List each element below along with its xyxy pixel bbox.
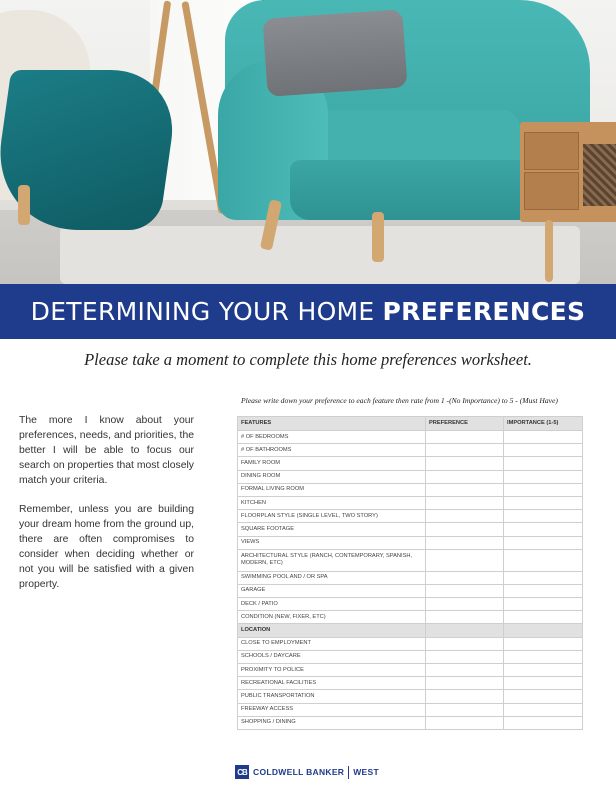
worksheet-row bbox=[238, 536, 583, 549]
side-table-drawer bbox=[524, 132, 579, 170]
feature-label: SCHOOLS / DAYCARE bbox=[238, 650, 426, 663]
importance-cell[interactable] bbox=[504, 444, 583, 457]
header-importance: IMPORTANCE (1-5) bbox=[504, 417, 583, 431]
logo-brand: COLDWELL BANKER bbox=[253, 767, 345, 777]
importance-cell[interactable] bbox=[504, 677, 583, 690]
preference-cell[interactable] bbox=[426, 536, 504, 549]
header-features: FEATURES bbox=[238, 417, 426, 431]
side-table-drawer bbox=[524, 172, 579, 210]
importance-cell[interactable] bbox=[504, 457, 583, 470]
importance-cell[interactable] bbox=[504, 496, 583, 509]
preference-cell[interactable] bbox=[426, 470, 504, 483]
logo-divider bbox=[348, 766, 349, 779]
worksheet-row bbox=[238, 677, 583, 690]
chair-leg bbox=[372, 212, 384, 262]
feature-label: DINING ROOM bbox=[238, 470, 426, 483]
preference-cell[interactable] bbox=[426, 690, 504, 703]
intro-paragraph: The more I know about your preferences, needs, and priorities, the better I will be able to focus our search on properties that most closely match your criteria. bbox=[19, 415, 194, 486]
header-preference: PREFERENCE bbox=[426, 417, 504, 431]
importance-cell[interactable] bbox=[504, 470, 583, 483]
feature-label: # OF BATHROOMS bbox=[238, 444, 426, 457]
feature-label: SHOPPING / DINING bbox=[238, 716, 426, 729]
importance-cell[interactable] bbox=[504, 536, 583, 549]
preference-cell bbox=[426, 624, 504, 637]
feature-label: RECREATIONAL FACILITIES bbox=[238, 677, 426, 690]
feature-label: CLOSE TO EMPLOYMENT bbox=[238, 637, 426, 650]
feature-label: FAMILY ROOM bbox=[238, 457, 426, 470]
feature-label: PROXIMITY TO POLICE bbox=[238, 664, 426, 677]
preference-cell[interactable] bbox=[426, 510, 504, 523]
table-leg bbox=[545, 220, 553, 282]
title-banner bbox=[0, 284, 616, 339]
importance-cell[interactable] bbox=[504, 611, 583, 624]
feature-label: VIEWS bbox=[238, 536, 426, 549]
preference-cell[interactable] bbox=[426, 716, 504, 729]
preference-cell[interactable] bbox=[426, 650, 504, 663]
feature-label: CONDITION (NEW, FIXER, ETC) bbox=[238, 611, 426, 624]
preferences-worksheet bbox=[237, 416, 583, 730]
feature-label: FREEWAY ACCESS bbox=[238, 703, 426, 716]
feature-label: GARAGE bbox=[238, 584, 426, 597]
section-label: LOCATION bbox=[238, 624, 426, 637]
importance-cell[interactable] bbox=[504, 637, 583, 650]
worksheet-row bbox=[238, 716, 583, 729]
intro-text bbox=[19, 413, 194, 592]
preference-cell[interactable] bbox=[426, 584, 504, 597]
worksheet-row bbox=[238, 703, 583, 716]
intro-paragraph: Remember, unless you are building your dream home from the ground up, there are often compromises to consider when deciding whether or not you will be satisfied with a given property. bbox=[19, 504, 195, 590]
feature-label: DECK / PATIO bbox=[238, 598, 426, 611]
importance-cell[interactable] bbox=[504, 703, 583, 716]
feature-label: PUBLIC TRANSPORTATION bbox=[238, 690, 426, 703]
preference-cell[interactable] bbox=[426, 549, 504, 571]
worksheet-row bbox=[238, 637, 583, 650]
worksheet-row bbox=[238, 444, 583, 457]
preference-cell[interactable] bbox=[426, 457, 504, 470]
feature-label: KITCHEN bbox=[238, 496, 426, 509]
banner-title-light: DETERMINING YOUR HOME bbox=[30, 297, 375, 326]
importance-cell[interactable] bbox=[504, 510, 583, 523]
chair-leg bbox=[18, 185, 30, 225]
worksheet-row bbox=[238, 483, 583, 496]
feature-label: FLOORPLAN STYLE (SINGLE LEVEL, TWO STORY) bbox=[238, 510, 426, 523]
worksheet-row bbox=[238, 690, 583, 703]
worksheet-row bbox=[238, 584, 583, 597]
preference-cell[interactable] bbox=[426, 611, 504, 624]
importance-cell[interactable] bbox=[504, 431, 583, 444]
importance-cell[interactable] bbox=[504, 523, 583, 536]
preference-cell[interactable] bbox=[426, 431, 504, 444]
coldwell-banker-logo bbox=[235, 764, 379, 780]
worksheet-body bbox=[238, 431, 583, 730]
preference-cell[interactable] bbox=[426, 444, 504, 457]
worksheet-header-row bbox=[238, 417, 583, 431]
importance-cell[interactable] bbox=[504, 650, 583, 663]
worksheet-row bbox=[238, 510, 583, 523]
worksheet-row bbox=[238, 523, 583, 536]
feature-label: ARCHITECTURAL STYLE (RANCH, CONTEMPORARY, SPANISH, MODERN, ETC) bbox=[238, 549, 426, 571]
preference-cell[interactable] bbox=[426, 598, 504, 611]
worksheet-row bbox=[238, 664, 583, 677]
feature-label: SQUARE FOOTAGE bbox=[238, 523, 426, 536]
importance-cell[interactable] bbox=[504, 549, 583, 571]
worksheet-row bbox=[238, 470, 583, 483]
hero-photo bbox=[0, 0, 616, 284]
importance-cell[interactable] bbox=[504, 598, 583, 611]
worksheet-row bbox=[238, 549, 583, 571]
worksheet-row bbox=[238, 431, 583, 444]
preference-cell[interactable] bbox=[426, 483, 504, 496]
worksheet-section-row bbox=[238, 624, 583, 637]
importance-cell[interactable] bbox=[504, 571, 583, 584]
preference-cell[interactable] bbox=[426, 637, 504, 650]
worksheet-row bbox=[238, 457, 583, 470]
importance-cell[interactable] bbox=[504, 584, 583, 597]
importance-cell[interactable] bbox=[504, 483, 583, 496]
worksheet-row bbox=[238, 496, 583, 509]
preference-cell[interactable] bbox=[426, 523, 504, 536]
preference-cell[interactable] bbox=[426, 664, 504, 677]
preference-cell[interactable] bbox=[426, 496, 504, 509]
feature-label: # OF BEDROOMS bbox=[238, 431, 426, 444]
preference-cell[interactable] bbox=[426, 703, 504, 716]
page-subtitle: Please take a moment to complete this home preferences worksheet. bbox=[84, 350, 532, 369]
worksheet-row bbox=[238, 571, 583, 584]
preference-cell[interactable] bbox=[426, 571, 504, 584]
worksheet-row bbox=[238, 650, 583, 663]
importance-cell[interactable] bbox=[504, 664, 583, 677]
feature-label: FORMAL LIVING ROOM bbox=[238, 483, 426, 496]
grey-pillow bbox=[262, 9, 407, 97]
logo-mark-icon: CB bbox=[235, 765, 249, 779]
preference-cell[interactable] bbox=[426, 677, 504, 690]
importance-cell[interactable] bbox=[504, 690, 583, 703]
feature-label: SWIMMING POOL AND / OR SPA bbox=[238, 571, 426, 584]
teal-armchair-front bbox=[290, 160, 540, 220]
worksheet-row bbox=[238, 598, 583, 611]
worksheet-instructions: Please write down your preference to each feature then rate from 1 -(No Importance) to 5 - (Must Have) bbox=[241, 396, 558, 405]
worksheet-row bbox=[238, 611, 583, 624]
importance-cell[interactable] bbox=[504, 716, 583, 729]
logo-region: WEST bbox=[353, 767, 379, 777]
banner-title-bold: PREFERENCES bbox=[382, 297, 586, 326]
wicker-basket bbox=[583, 144, 616, 206]
importance-cell bbox=[504, 624, 583, 637]
rug bbox=[60, 226, 580, 284]
